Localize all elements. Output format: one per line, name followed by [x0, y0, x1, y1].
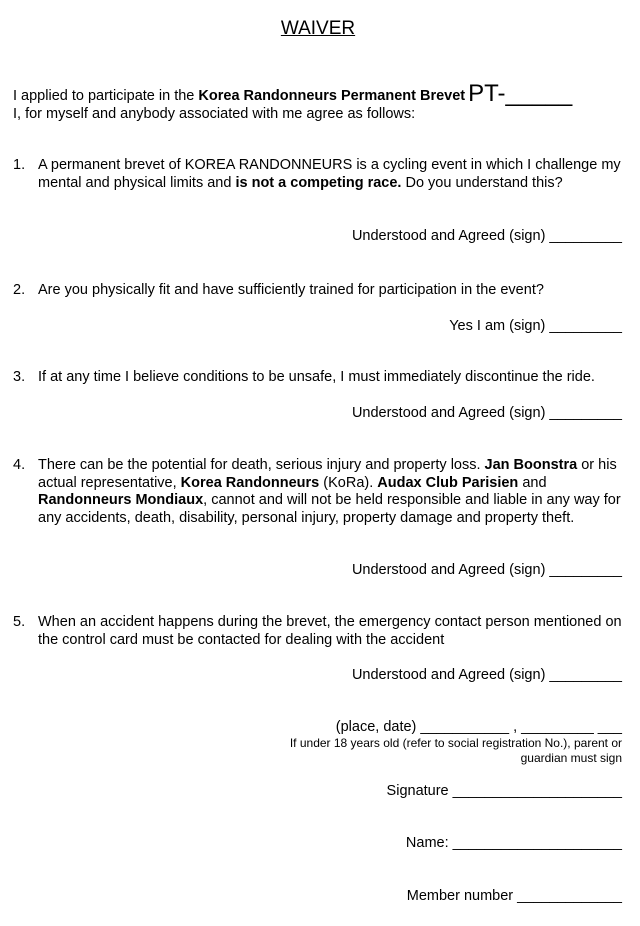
item-5-sign-field[interactable]: Understood and Agreed (sign) _________	[351, 667, 622, 683]
item-text: There can be the potential for death, serious injury and property loss.	[38, 457, 485, 473]
item-number: 5.	[13, 614, 26, 630]
item-text: and	[518, 474, 547, 491]
item-text: Do you understand this?	[401, 174, 563, 191]
page-title: WAIVER	[280, 18, 356, 39]
item-5-text: When an accident happens during the brevet, the emergency contact person mentioned on the control card must be contacted for dealing with the accident	[38, 614, 622, 648]
signature-field[interactable]: Signature _____________________	[386, 783, 622, 799]
item-3-text: If at any time I believe conditions to be unsafe, I must immediately discontinue the ride.	[38, 369, 595, 385]
item-3-sign-field[interactable]: Understood and Agreed (sign) _________	[351, 405, 622, 421]
member-number-field[interactable]: Member number _____________	[406, 888, 622, 904]
item-1-sign-field[interactable]: Understood and Agreed (sign) _________	[351, 228, 622, 244]
item-text: or his actual representative,	[38, 457, 617, 491]
brevet-name: Korea Randonneurs Permanent Brevet	[198, 88, 466, 104]
minor-note: If under 18 years old (refer to social registration No.), parent or guardian must sign	[289, 736, 622, 765]
item-bold-text: Korea Randonneurs	[180, 474, 320, 491]
item-4-sign-field[interactable]: Understood and Agreed (sign) _________	[351, 562, 622, 578]
intro-text: I applied to participate in the	[13, 88, 199, 104]
item-number: 2.	[13, 282, 26, 298]
item-bold-text: is not a competing race.	[235, 174, 402, 191]
item-4-text	[38, 457, 628, 527]
pt-number-field[interactable]: PT-_____	[468, 80, 573, 107]
item-bold-text: Jan Boonstra	[484, 457, 578, 473]
intro-line-1	[13, 80, 573, 107]
item-bold-text: Audax Club Parisien	[377, 474, 519, 491]
item-1-text	[38, 157, 628, 192]
item-text: , cannot and will not be held responsible and liable in any way for any accidents, death, disability, personal injury, property damage and property theft.	[38, 492, 621, 526]
intro-line-2: I, for myself and anybody associated with me agree as follows:	[13, 106, 416, 122]
item-number: 3.	[13, 369, 26, 385]
item-bold-text: Randonneurs Mondiaux	[38, 492, 204, 508]
item-text: A permanent brevet of KOREA RANDONNEURS is a cycling event in which I challenge my mental and physical limits and	[38, 157, 621, 191]
item-2-text: Are you physically fit and have sufficiently trained for participation in the event?	[38, 282, 544, 298]
item-number: 1.	[13, 157, 26, 173]
name-field[interactable]: Name: _____________________	[405, 835, 622, 851]
item-text: (KoRa).	[319, 474, 378, 491]
place-date-field[interactable]: (place, date) ___________ , _________ ___	[335, 719, 622, 735]
item-2-sign-field[interactable]: Yes I am (sign) _________	[449, 318, 622, 334]
item-number: 4.	[13, 457, 26, 473]
